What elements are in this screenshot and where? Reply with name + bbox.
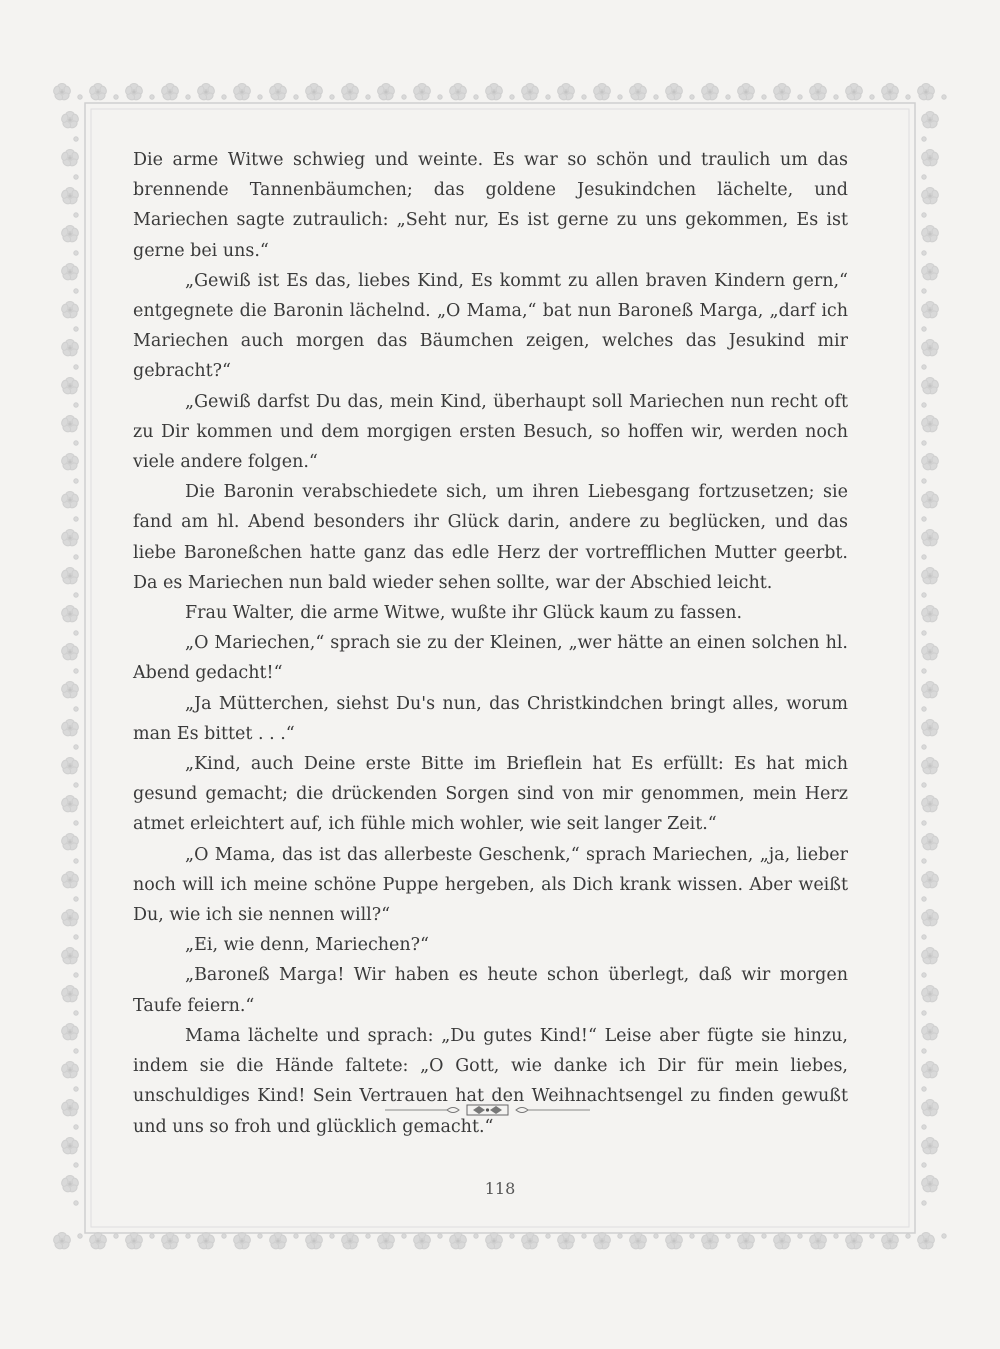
ornamental-divider [385, 1100, 590, 1120]
paragraph: Die arme Witwe schwieg und weinte. Es war so schön und traulich um das brennende Tannenbäumchen; das goldene Jesukindchen lächelte, und Mariechen sagte zutraulich: „Seht nur, Es ist gerne zu uns gekommen, Es ist gerne bei uns.“ [133, 150, 848, 261]
paragraph: Frau Walter, die arme Witwe, wußte ihr Glück kaum zu fassen. [185, 603, 743, 624]
paragraph: „Ja Mütterchen, siehst Du's nun, das Christkindchen bringt alles, worum man Es bittet . . .“ [133, 693, 848, 744]
body-text [133, 145, 848, 1142]
paragraph: „O Mama, das ist das allerbeste Geschenk,“ sprach Mariechen, „ja, lieber noch will ich meine schöne Puppe hergeben, als Dich krank wissen. Aber weißt Du, wie ich sie nennen will?“ [133, 844, 848, 926]
paragraph: „Ei, wie denn, Mariechen?“ [185, 935, 429, 956]
paragraph: „Gewiß darfst Du das, mein Kind, überhaupt soll Mariechen nun recht oft zu Dir kommen und dem morgigen ersten Besuch, so hoffen wir, werden noch viele andere folgen.“ [133, 391, 848, 473]
paragraph: „Kind, auch Deine erste Bitte im Brieflein hat Es erfüllt: Es hat mich gesund gemacht; die drückenden Sorgen sind von mir genommen, mein Herz atmet erleichtert auf, ich fühle mich wohler, wie seit langer Zeit.“ [133, 754, 848, 835]
paragraph: „Gewiß ist Es das, liebes Kind, Es kommt zu allen braven Kindern gern,“ entgegnete die Baronin lächelnd. „O Mama,“ bat nun Baroneß Marga, „darf ich Mariechen auch morgen das Bäumchen zeigen, welches das Jesukind mir gebracht?“ [133, 270, 848, 382]
paragraph: Die Baronin verabschiedete sich, um ihren Liebesgang fortzusetzen; sie fand am hl. Abend besonders ihr Glück darin, andere zu beglücken, und das liebe Baroneßchen hatte ganz das edle Herz der vortrefflichen Mutter geerbt. Da es Mariechen nun bald wieder sehen sollte, war der Abschied leicht. [133, 482, 848, 593]
paragraph: Mama lächelte und sprach: „Du gutes Kind!“ Leise aber fügte sie hinzu, indem sie die Hände faltete: „O Gott, wie danke ich Dir für mein liebes, unschuldiges Kind! Sein Vertrauen hat den Weihnachtsengel zu finden gewußt und uns so froh und glücklich gemacht.“ [133, 1025, 848, 1137]
page-number: 118 [484, 1179, 516, 1198]
paragraph: „O Mariechen,“ sprach sie zu der Kleinen, „wer hätte an einen solchen hl. Abend gedacht!“ [133, 633, 848, 684]
paragraph: „Baroneß Marga! Wir haben es heute schon überlegt, daß wir morgen Taufe feiern.“ [133, 965, 848, 1016]
